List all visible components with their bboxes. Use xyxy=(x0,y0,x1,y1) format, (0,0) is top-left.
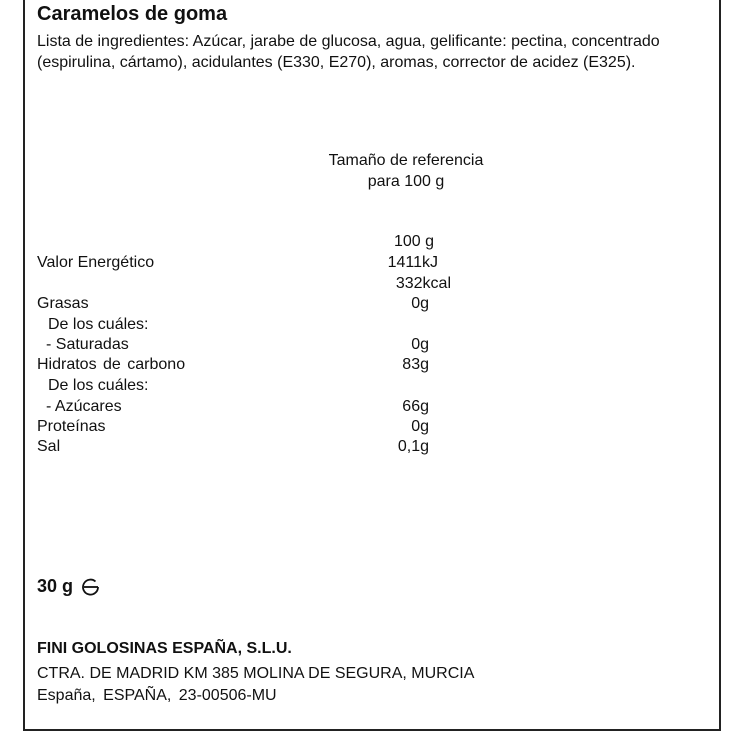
company-address: CTRA. DE MADRID KM 385 MOLINA DE SEGURA, MURCIA xyxy=(37,665,475,682)
reference-size-line2: para 100 g xyxy=(367,173,445,190)
company-name: FINI GOLOSINAS ESPAÑA, S.L.U. xyxy=(37,640,292,657)
row-value-energy-kj: 1411kJ xyxy=(387,254,438,271)
row-value-protein: 0g xyxy=(411,418,429,435)
row-value-saturated: 0g xyxy=(411,336,429,353)
reference-size-header xyxy=(300,150,512,192)
row-label-carbohydrates: Hidratos de carbono xyxy=(37,356,186,373)
row-label-protein: Proteínas xyxy=(37,418,106,435)
column-header-100g: 100 g xyxy=(393,233,434,250)
row-label-sugars: - Azúcares xyxy=(46,398,122,415)
estimated-sign-icon xyxy=(81,578,101,596)
row-label-energy: Valor Energético xyxy=(37,254,155,271)
row-value-carbohydrates: 83g xyxy=(402,356,429,373)
company-country-registry: España, ESPAÑA, 23-00506-MU xyxy=(37,687,277,704)
row-value-salt: 0,1g xyxy=(397,438,429,455)
reference-size-line1: Tamaño de referencia xyxy=(328,152,484,169)
row-value-sugars: 66g xyxy=(402,398,429,415)
row-label-saturated: - Saturadas xyxy=(46,336,129,353)
product-title: Caramelos de goma xyxy=(37,3,228,25)
row-label-of-which-carbs: De los cuáles: xyxy=(48,377,149,394)
row-label-of-which-fat: De los cuáles: xyxy=(48,316,149,333)
row-label-fat: Grasas xyxy=(37,295,89,312)
ingredients-list: Lista de ingredientes: Azúcar, jarabe de glucosa, agua, gelificante: pectina, concentrado (espirulina, cártamo), acidulantes (E330, E270), aromas, corrector de acidez (E325). xyxy=(37,33,660,71)
row-value-energy-kcal: 332kcal xyxy=(395,275,451,292)
row-label-salt: Sal xyxy=(37,438,61,455)
row-value-fat: 0g xyxy=(411,295,429,312)
net-weight: 30 g xyxy=(37,576,74,596)
